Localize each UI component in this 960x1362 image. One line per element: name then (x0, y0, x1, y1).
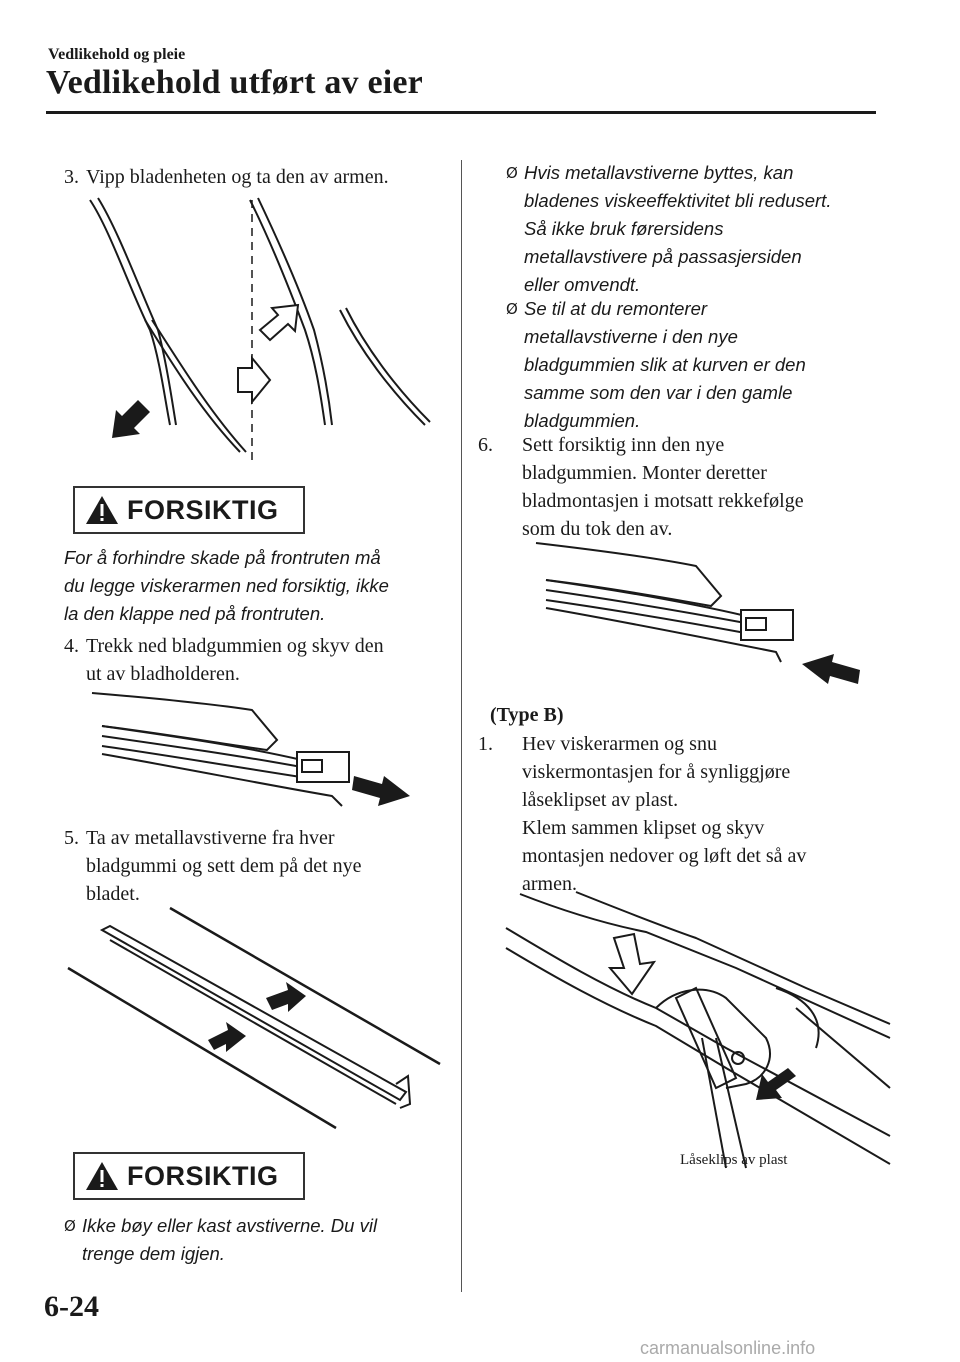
bullet-arrow-icon: Ø (64, 1217, 76, 1235)
caution-box-2 (73, 1152, 305, 1200)
header-rule (46, 111, 876, 114)
page-number: 6-24 (44, 1290, 99, 1323)
step-line: som du tok den av. (522, 518, 673, 540)
step-4 (64, 632, 444, 688)
figure-wiper-arm-removal (90, 190, 440, 470)
step-text: Vipp bladenheten og ta den av armen. (86, 166, 389, 188)
warning-triangle-icon (85, 1161, 119, 1191)
figure-insert-blade-rubber (536, 538, 866, 698)
bullet-arrow-icon: Ø (506, 164, 518, 182)
step-line: bladet. (86, 883, 140, 905)
bullet-1 (506, 159, 886, 299)
column-divider (461, 160, 462, 1292)
caution-line: Ikke bøy eller kast avstiverne. Du vil (82, 1215, 378, 1236)
step-number: 4. (64, 635, 79, 657)
caution-label: FORSIKTIG (127, 1160, 279, 1191)
chapter-title: Vedlikehold utført av eier (46, 64, 423, 101)
type-b-heading: (Type B) (490, 704, 564, 726)
bullet-line: Hvis metallavstiverne byttes, kan (524, 162, 794, 183)
bullet-2 (506, 295, 886, 435)
bullet-line: Se til at du remonterer (524, 298, 708, 319)
step-line: bladgummi og sett dem på det nye (86, 855, 362, 877)
step-line: bladgummien. Monter deretter (522, 462, 767, 484)
figure-pull-blade-rubber (92, 688, 422, 818)
step-line: armen. (522, 873, 577, 895)
step-1 (478, 730, 878, 898)
figure-label: Låseklips av plast (680, 1152, 788, 1168)
step-number: 1. (478, 733, 493, 755)
bullet-line: bladgummien slik at kurven er den (524, 354, 806, 375)
section-title: Vedlikehold og pleie (48, 46, 186, 63)
step-5 (64, 824, 444, 908)
figure-plastic-lock-clip (506, 888, 890, 1178)
bullet-line: Så ikke bruk førersidens (524, 218, 724, 239)
caution-2-text (64, 1212, 454, 1268)
step-line: Hev viskerarmen og snu (522, 733, 717, 755)
bullet-line: bladenes viskeeffektivitet bli redusert. (524, 190, 832, 211)
step-6 (478, 431, 878, 543)
step-line: Sett forsiktig inn den nye (522, 434, 725, 456)
step-line: bladmontasjen i motsatt rekkefølge (522, 490, 804, 512)
bullet-line: bladgummien. (524, 410, 641, 431)
caution-line: la den klappe ned på frontruten. (64, 603, 326, 624)
step-line: montasjen nedover og løft det så av (522, 845, 807, 867)
caution-label: FORSIKTIG (127, 494, 279, 525)
bullet-line: metallavstivere på passasjersiden (524, 246, 802, 267)
bullet-line: eller omvendt. (524, 274, 641, 295)
caution-1-text (64, 544, 454, 628)
bullet-line: metallavstiverne i den nye (524, 326, 738, 347)
watermark: carmanualsonline.info (640, 1338, 816, 1358)
bullet-arrow-icon: Ø (506, 300, 518, 318)
step-line: ut av bladholderen. (86, 663, 240, 685)
step-number: 3. (64, 166, 79, 188)
step-number: 6. (478, 434, 493, 456)
step-number: 5. (64, 827, 79, 849)
step-line: Klem sammen klipset og skyv (522, 817, 765, 839)
caution-box-1 (73, 486, 305, 534)
caution-line: du legge viskerarmen ned forsiktig, ikke (64, 575, 389, 596)
caution-line: For å forhindre skade på frontruten må (64, 547, 381, 568)
caution-line: trenge dem igjen. (82, 1243, 225, 1264)
step-line: Trekk ned bladgummien og skyv den (86, 635, 384, 657)
step-line: viskermontasjen for å synliggjøre (522, 761, 791, 783)
step-line: låseklipset av plast. (522, 789, 679, 811)
figure-metal-stiffeners (66, 904, 446, 1134)
warning-triangle-icon (85, 495, 119, 525)
step-line: Ta av metallavstiverne fra hver (86, 827, 335, 849)
bullet-line: samme som den var i den gamle (524, 382, 793, 403)
